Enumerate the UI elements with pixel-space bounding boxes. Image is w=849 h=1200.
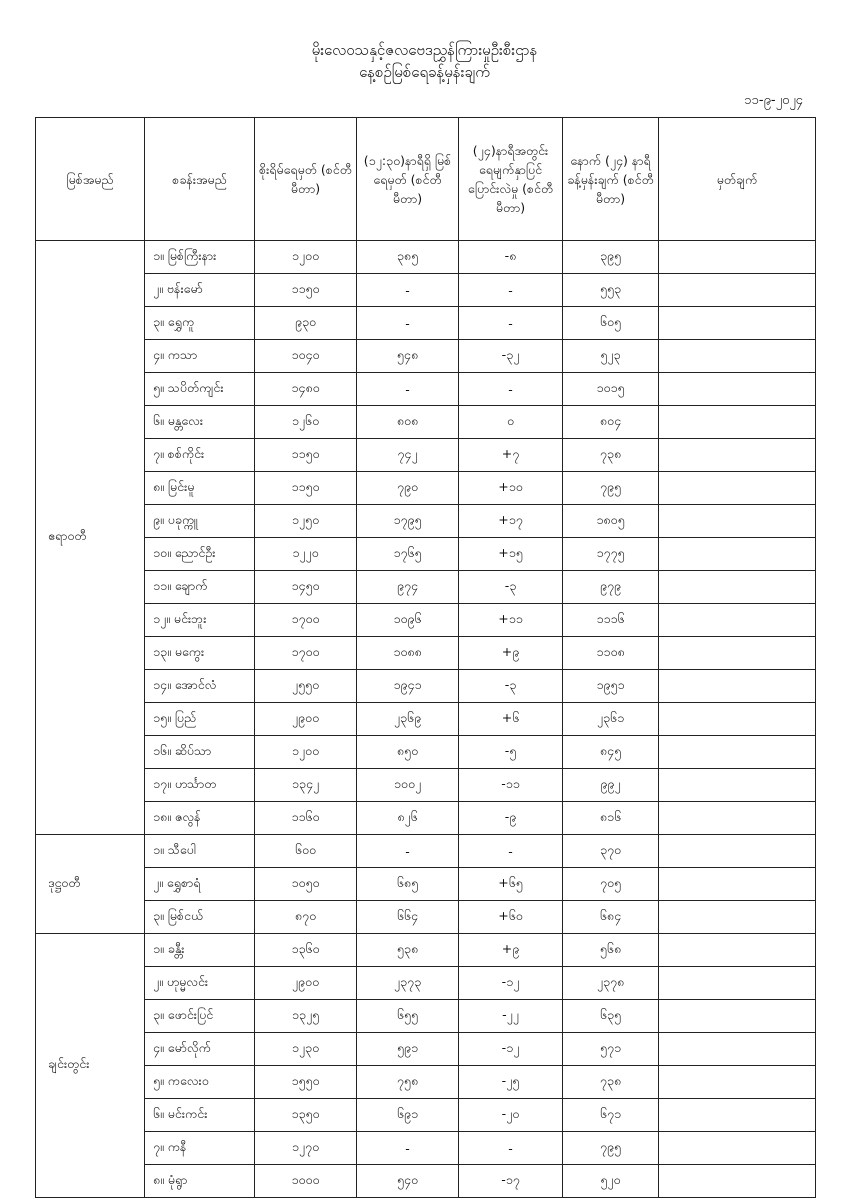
station-name: ၉။ ပခုက္ကူ [145,505,255,538]
table-row [36,637,816,670]
station-name: ၁၄။ အောင်လံ [145,670,255,703]
change-24h: +၁၀ [459,472,563,505]
forecast-level: ၈၁၆ [563,802,659,835]
observed-level: ၁၇၉၅ [357,505,459,538]
remark [659,571,816,604]
danger-level: ၁၁၆၀ [255,802,357,835]
forecast-level: ၅၅၃ [563,274,659,307]
observed-level: ၁၀၀၂ [357,769,459,802]
station-name: ၁၅။ ပြည် [145,703,255,736]
remark [659,703,816,736]
table-row [36,241,816,274]
remark [659,637,816,670]
change-24h: +၉ [459,934,563,967]
danger-level: ၁၀၅၀ [255,868,357,901]
table-row [36,472,816,505]
change-24h: - [459,307,563,340]
station-name: ၁၁။ ချောက် [145,571,255,604]
observed-level: ၆၅၅ [357,1000,459,1033]
change-24h: -၈ [459,241,563,274]
forecast-level: ၁၈၀၅ [563,505,659,538]
forecast-level: ၅၂၀ [563,1165,659,1198]
remark [659,472,816,505]
forecast-level: ၈၀၄ [563,406,659,439]
river-forecast-table [35,117,816,1198]
remark [659,1033,816,1066]
remark [659,307,816,340]
header-river: မြစ်အမည် [36,118,145,241]
table-row [36,307,816,340]
station-name: ၁၂။ မင်းဘူး [145,604,255,637]
danger-level: ၁၃၂၅ [255,1000,357,1033]
remark [659,868,816,901]
change-24h: - [459,373,563,406]
danger-level: ၂၅၅၀ [255,670,357,703]
forecast-level: ၅၆၈ [563,934,659,967]
header-24h-change: (၂၄)နာရီအတွင်း ရေမျက်နှာပြင် ပြောင်းလဲမှု (စင်တီမီတာ) [459,118,563,241]
station-name: ၆။ မန္တလေး [145,406,255,439]
forecast-level: ၇၉၅ [563,472,659,505]
forecast-level: ၆၈၄ [563,901,659,934]
observed-level: ၇၅၈ [357,1066,459,1099]
danger-level: ၁၁၅၀ [255,472,357,505]
change-24h: +၇ [459,439,563,472]
observed-level: ၆၈၅ [357,868,459,901]
observed-level: ၆၉၁ [357,1099,459,1132]
forecast-level: ၁၀၁၅ [563,373,659,406]
table-row [36,934,816,967]
remark [659,406,816,439]
danger-level: ၁၃၅၀ [255,1099,357,1132]
forecast-level: ၇၃၈ [563,1066,659,1099]
danger-level: ၁၂၇၀ [255,1132,357,1165]
forecast-level: ၆၇၁ [563,1099,659,1132]
remark [659,439,816,472]
change-24h: +၉ [459,637,563,670]
table-row [36,1033,816,1066]
change-24h: -၁၁ [459,769,563,802]
station-name: ၂။ ဗန်းမော် [145,274,255,307]
river-name: ချင်းတွင်း [36,934,145,1198]
remark [659,241,816,274]
table-row [36,340,816,373]
danger-level: ၈၇၀ [255,901,357,934]
station-name: ၁။ သီပေါ [145,835,255,868]
forecast-level: ၇၉၅ [563,1132,659,1165]
table-row [36,835,816,868]
danger-level: ၁၂၀၀ [255,736,357,769]
change-24h: +၁၇ [459,505,563,538]
station-name: ၂။ ရွှေစာရံ [145,868,255,901]
table-row [36,406,816,439]
danger-level: ၁၂၂၀ [255,538,357,571]
station-name: ၁၃။ မကွေး [145,637,255,670]
remark [659,967,816,1000]
change-24h: +၁၁ [459,604,563,637]
forecast-level: ၁၁၁၆ [563,604,659,637]
forecast-level: ၁၇၇၅ [563,538,659,571]
change-24h: -၁၇ [459,1165,563,1198]
header-forecast: နောက် (၂၄) နာရီ ခန့်မှန်းချက် (စင်တီမီတာ) [563,118,659,241]
observed-level: ၈၅၀ [357,736,459,769]
forecast-level: ၉၉၂ [563,769,659,802]
forecast-level: ၈၄၅ [563,736,659,769]
station-name: ၃။ မြစ်ငယ် [145,901,255,934]
station-name: ၁။ မြစ်ကြီးနား [145,241,255,274]
observed-level: ၇၉၀ [357,472,459,505]
station-name: ၃။ ဖောင်းပြင် [145,1000,255,1033]
change-24h: - [459,1132,563,1165]
table-row [36,274,816,307]
table-row [36,1000,816,1033]
danger-level: ၁၀၀၀ [255,1165,357,1198]
forecast-level: ၅၇၁ [563,1033,659,1066]
forecast-level: ၉၇၉ [563,571,659,604]
change-24h: ၀ [459,406,563,439]
report-date: ၁၁-၉-၂၀၂၄ [744,93,803,108]
remark [659,1099,816,1132]
table-row [36,670,816,703]
observed-level: - [357,835,459,868]
remark [659,1000,816,1033]
table-row [36,1132,816,1165]
table-row [36,868,816,901]
forecast-level: ၆၀၅ [563,307,659,340]
table-row [36,505,816,538]
remark [659,835,816,868]
forecast-level: ၇၃၈ [563,439,659,472]
remark [659,1165,816,1198]
danger-level: ၁၂၅၀ [255,505,357,538]
change-24h: -၉ [459,802,563,835]
danger-level: ၁၂၀၀ [255,241,357,274]
danger-level: ၁၃၆၀ [255,934,357,967]
table-row [36,604,816,637]
change-24h: -၃ [459,571,563,604]
change-24h: -၃၂ [459,340,563,373]
remark [659,604,816,637]
danger-level: ၁၂၃၀ [255,1033,357,1066]
station-name: ၅။ ကလေးဝ [145,1066,255,1099]
header-station: စခန်းအမည် [145,118,255,241]
danger-level: ၁၀၄၀ [255,340,357,373]
station-name: ၁၆။ ဆိပ်သာ [145,736,255,769]
change-24h: +၆၅ [459,868,563,901]
change-24h: -၂၀ [459,1099,563,1132]
forecast-level: ၁၁၀၈ [563,637,659,670]
table-row [36,1066,816,1099]
table-row [36,769,816,802]
table-row [36,1099,816,1132]
table-row [36,538,816,571]
forecast-level: ၂၃၇၈ [563,967,659,1000]
table-row [36,703,816,736]
observed-level: ၆၆၄ [357,901,459,934]
change-24h: -၁၂ [459,1033,563,1066]
change-24h: - [459,274,563,307]
station-name: ၈။ မုံရွာ [145,1165,255,1198]
table-row [36,1165,816,1198]
remark [659,340,816,373]
danger-level: ၂၉၀၀ [255,967,357,1000]
change-24h: -၃ [459,670,563,703]
observed-level: - [357,274,459,307]
danger-level: ၁၁၅၀ [255,439,357,472]
change-24h: -၅ [459,736,563,769]
change-24h: -၁၂ [459,967,563,1000]
station-name: ၆။ မင်းကင်း [145,1099,255,1132]
remark [659,802,816,835]
remark [659,901,816,934]
page-title: မိုးလေဝသနှင့်ဇလဗေဒညွှန်ကြားမှုဦးစီးဌာန [311,41,538,59]
observed-level: ၁၀၈၈ [357,637,459,670]
danger-level: ၁၄၅၀ [255,571,357,604]
observed-level: ၁၀၉၆ [357,604,459,637]
station-name: ၈။ မြင်းမူ [145,472,255,505]
forecast-level: ၁၉၅၁ [563,670,659,703]
remark [659,670,816,703]
observed-level: ၂၃၇၃ [357,967,459,1000]
observed-level: - [357,307,459,340]
header-danger-level: စိုးရိမ်ရေမှတ် (စင်တီမီတာ) [255,118,357,241]
observed-level: ၅၄၀ [357,1165,459,1198]
observed-level: ၃၈၅ [357,241,459,274]
danger-level: ၁၃၄၂ [255,769,357,802]
danger-level: ၁၇၀၀ [255,604,357,637]
observed-level: ၇၄၂ [357,439,459,472]
remark [659,505,816,538]
station-name: ၅။ သပိတ်ကျင်း [145,373,255,406]
river-name: ဧရာဝတီ [36,241,145,835]
change-24h: - [459,835,563,868]
danger-level: ၂၉၀၀ [255,703,357,736]
table-row [36,373,816,406]
remark [659,736,816,769]
remark [659,274,816,307]
station-name: ၁၈။ ဇလွန် [145,802,255,835]
remark [659,373,816,406]
header-remark: မှတ်ချက် [659,118,816,241]
forecast-level: ၅၂၃ [563,340,659,373]
change-24h: -၂၂ [459,1000,563,1033]
change-24h: +၆၀ [459,901,563,934]
remark [659,769,816,802]
observed-level: ၅၃၈ [357,934,459,967]
station-name: ၁၀။ ညောင်ဦး [145,538,255,571]
table-row [36,802,816,835]
observed-level: ၁၉၄၁ [357,670,459,703]
observed-level: ၈၀၈ [357,406,459,439]
header-observed-level: (၁၂:၃၀)နာရီရှိ မြစ်ရေမှတ် (စင်တီမီတာ) [357,118,459,241]
station-name: ၁၇။ ဟင်္သာတ [145,769,255,802]
observed-level: ၅၄၈ [357,340,459,373]
observed-level: ၈၂၆ [357,802,459,835]
remark [659,538,816,571]
change-24h: +၁၅ [459,538,563,571]
change-24h: +၆ [459,703,563,736]
danger-level: ၁၇၀၀ [255,637,357,670]
station-name: ၄။ မော်လိုက် [145,1033,255,1066]
table-row [36,571,816,604]
forecast-level: ၆၃၅ [563,1000,659,1033]
forecast-level: ၃၉၅ [563,241,659,274]
danger-level: ၉၃၀ [255,307,357,340]
station-name: ၇။ စစ်ကိုင်း [145,439,255,472]
river-name: ဒုဋ္ဌဝတီ [36,835,145,934]
station-name: ၇။ ကနီ [145,1132,255,1165]
station-name: ၄။ ကသာ [145,340,255,373]
remark [659,1066,816,1099]
danger-level: ၁၄၈၀ [255,373,357,406]
forecast-level: ၃၇၀ [563,835,659,868]
observed-level: ၁၇၆၅ [357,538,459,571]
observed-level: ၂၃၆၉ [357,703,459,736]
observed-level: - [357,373,459,406]
station-name: ၃။ ရွှေကူ [145,307,255,340]
forecast-level: ၇၀၅ [563,868,659,901]
table-row [36,439,816,472]
change-24h: -၂၅ [459,1066,563,1099]
observed-level: - [357,1132,459,1165]
page-subtitle: နေ့စဉ်မြစ်ရေခန့်မှန်းချက် [359,63,490,81]
forecast-level: ၂၃၆၁ [563,703,659,736]
table-row [36,901,816,934]
danger-level: ၁၅၅၀ [255,1066,357,1099]
table-row [36,736,816,769]
danger-level: ၆၀၀ [255,835,357,868]
station-name: ၁။ ခန္တီး [145,934,255,967]
danger-level: ၁၁၅၀ [255,274,357,307]
observed-level: ၉၇၄ [357,571,459,604]
danger-level: ၁၂၆၀ [255,406,357,439]
observed-level: ၅၉၁ [357,1033,459,1066]
remark [659,1132,816,1165]
table-row [36,967,816,1000]
table-header-row [36,118,816,241]
station-name: ၂။ ဟုမ္မလင်း [145,967,255,1000]
remark [659,934,816,967]
